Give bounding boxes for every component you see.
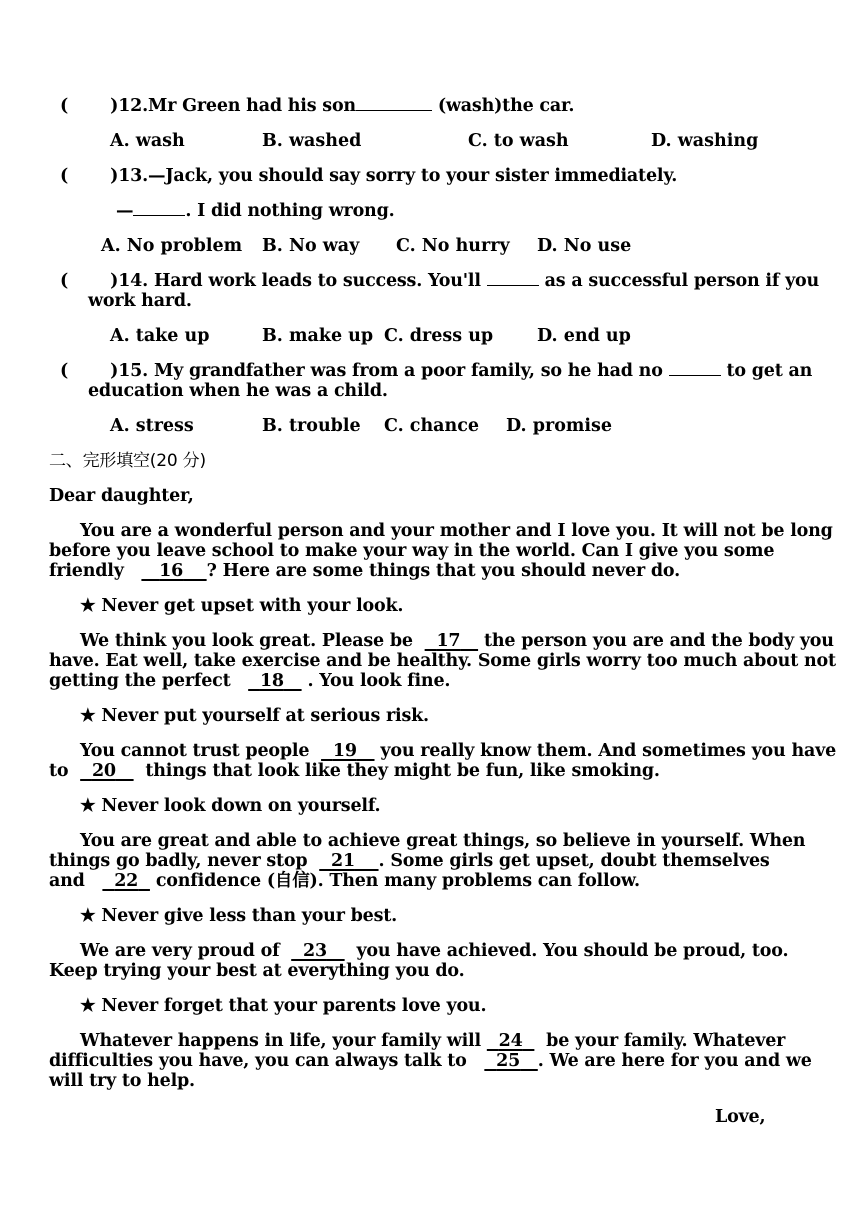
text: be your family. Whatever [546, 1031, 786, 1051]
text: We think you look great. Please be [80, 631, 413, 651]
question-14-line2: work hard. [88, 291, 192, 311]
text: . You look fine. [307, 671, 451, 691]
question-stem: Hard work leads to success. You'll [148, 271, 481, 291]
heading-never-look-down: ★ Never look down on yourself. [80, 796, 381, 816]
text: We are very proud of [80, 941, 280, 961]
heading-never-give-less: ★ Never give less than your best. [80, 906, 398, 926]
paragraph-4-line-2 [49, 851, 770, 871]
blank-number: 20 [91, 761, 116, 781]
paragraph-1-line-2: before you leave school to make your way in the world. Can I give you some [49, 541, 775, 561]
letter-greeting: Dear daughter, [49, 486, 194, 506]
paragraph-6-line-2 [49, 1051, 812, 1071]
blank-17[interactable] [425, 631, 478, 651]
question-stem-end: as a successful person if you [544, 271, 820, 291]
blank-21[interactable] [319, 851, 378, 871]
answer-paren-open: ( [60, 361, 69, 381]
text: Whatever happens in life, your family will [80, 1031, 481, 1051]
blank-22[interactable] [102, 871, 150, 891]
paragraph-5-line-1 [80, 941, 788, 961]
text: and [49, 871, 85, 891]
paragraph-3-line-1 [80, 741, 836, 761]
text: . Some girls get upset, doubt themselves [378, 851, 770, 871]
answer-paren-close: ) [110, 166, 119, 186]
answer-paren-close: ) [110, 96, 119, 116]
fill-blank[interactable] [669, 361, 721, 376]
heading-never-upset: ★ Never get upset with your look. [80, 596, 404, 616]
answer-paren-close: ) [110, 361, 119, 381]
fill-blank[interactable] [133, 201, 185, 216]
text: things that look like they might be fun, like smoking. [145, 761, 660, 781]
blank-25[interactable] [484, 1051, 537, 1071]
text: confidence (自信). Then many problems can follow. [155, 871, 640, 891]
paragraph-1-line-1: You are a wonderful person and your mother and I love you. It will not be long [80, 521, 833, 541]
text: ? Here are some things that you should never do. [206, 561, 680, 581]
blank-number: 22 [114, 871, 139, 891]
question-number: 14. [118, 271, 149, 291]
question-stem-end: to get an [726, 361, 813, 381]
blank-number: 25 [496, 1051, 521, 1071]
question-12 [60, 96, 574, 116]
blank-number: 24 [498, 1031, 523, 1051]
option-b[interactable]: B. make up [262, 326, 374, 346]
blank-24[interactable] [487, 1031, 535, 1051]
option-c[interactable]: C. chance [384, 416, 480, 436]
paragraph-2-line-3 [49, 671, 450, 691]
option-d[interactable]: D. washing [651, 131, 759, 151]
question-stem: My grandfather was from a poor family, so he had no [148, 361, 663, 381]
option-a[interactable]: A. stress [110, 416, 194, 436]
question-stem-end: (wash)the car. [437, 96, 575, 116]
blank-number: 23 [303, 941, 327, 961]
blank-16[interactable] [141, 561, 206, 581]
question-13 [60, 166, 677, 186]
question-13-reply [116, 201, 395, 221]
fill-blank[interactable] [487, 271, 539, 286]
blank-19[interactable] [321, 741, 374, 761]
text: difficulties you have, you can always talk to [49, 1051, 467, 1071]
question-15 [60, 361, 812, 381]
option-c[interactable]: C. dress up [384, 326, 494, 346]
blank-number: 16 [159, 561, 184, 581]
option-c[interactable]: C. No hurry [396, 236, 510, 256]
option-a[interactable]: A. take up [110, 326, 210, 346]
text: things go badly, never stop [49, 851, 308, 871]
heading-never-forget: ★ Never forget that your parents love you. [80, 996, 487, 1016]
question-stem: Mr Green had his son [148, 96, 356, 116]
option-b[interactable]: B. No way [262, 236, 360, 256]
question-stem: —Jack, you should say sorry to your sister immediately. [148, 166, 678, 186]
text: to [49, 761, 69, 781]
paragraph-6-line-1 [80, 1031, 785, 1051]
answer-paren-open: ( [60, 96, 69, 116]
section-title: 二、完形填空(20 分) [49, 451, 206, 471]
option-a[interactable]: A. wash [110, 131, 185, 151]
option-d[interactable]: D. end up [537, 326, 631, 346]
question-15-line2: education when he was a child. [88, 381, 388, 401]
blank-23[interactable] [291, 941, 344, 961]
question-number: 13. [118, 166, 149, 186]
paragraph-4-line-1: You are great and able to achieve great things, so believe in yourself. When [80, 831, 806, 851]
blank-number: 17 [436, 631, 461, 651]
paragraph-3-line-2 [49, 761, 660, 781]
reply-text: . I did nothing wrong. [185, 201, 395, 221]
option-c[interactable]: C. to wash [468, 131, 569, 151]
option-b[interactable]: B. washed [262, 131, 362, 151]
blank-18[interactable] [248, 671, 301, 691]
paragraph-6-line-3: will try to help. [49, 1071, 195, 1091]
text: You cannot trust people [80, 741, 310, 761]
answer-paren-open: ( [60, 166, 69, 186]
fill-blank[interactable] [356, 96, 432, 111]
blank-20[interactable] [80, 761, 133, 781]
blank-number: 19 [332, 741, 357, 761]
option-a[interactable]: A. No problem [101, 236, 243, 256]
blank-number: 21 [331, 851, 355, 871]
option-d[interactable]: D. No use [537, 236, 632, 256]
paragraph-1-line-3 [49, 561, 680, 581]
question-number: 15. [118, 361, 149, 381]
text: you have achieved. You should be proud, too. [356, 941, 789, 961]
answer-paren-close: ) [110, 271, 119, 291]
text: . We are here for you and we [537, 1051, 812, 1071]
paragraph-4-line-3 [49, 871, 640, 891]
blank-number: 18 [259, 671, 284, 691]
question-14 [60, 271, 819, 291]
option-d[interactable]: D. promise [506, 416, 613, 436]
paragraph-5-line-2: Keep trying your best at everything you do. [49, 961, 465, 981]
text: friendly [49, 561, 124, 581]
text: the person you are and the body you [483, 631, 834, 651]
answer-paren-open: ( [60, 271, 69, 291]
text: getting the perfect [49, 671, 231, 691]
option-b[interactable]: B. trouble [262, 416, 361, 436]
question-number: 12. [118, 96, 149, 116]
letter-closing: Love, [715, 1107, 766, 1127]
reply-dash: — [116, 201, 134, 221]
text: you really know them. And sometimes you have [380, 741, 837, 761]
paragraph-2-line-1 [80, 631, 834, 651]
paragraph-2-line-2: have. Eat well, take exercise and be healthy. Some girls worry too much about not [49, 651, 836, 671]
heading-never-risk: ★ Never put yourself at serious risk. [80, 706, 429, 726]
